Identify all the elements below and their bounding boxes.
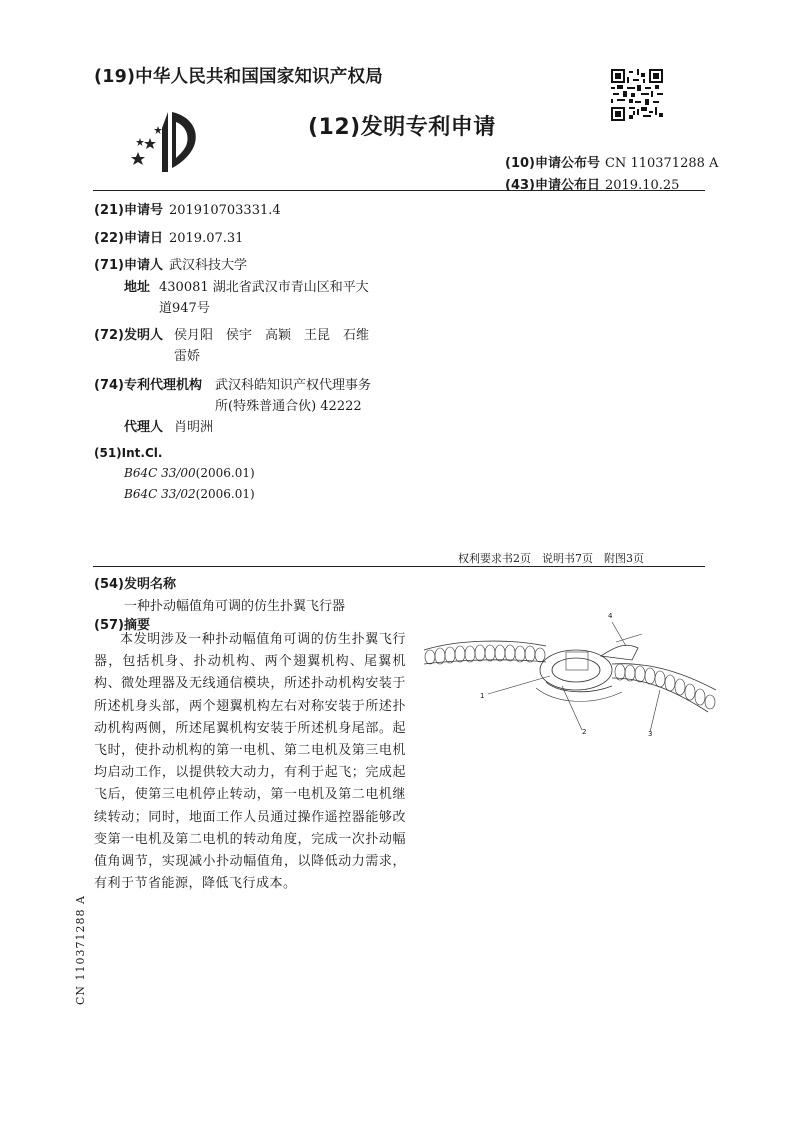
address-label: 地址 xyxy=(124,280,151,295)
address-line-2: 道947号 xyxy=(159,301,210,316)
application-date xyxy=(94,227,243,246)
ipc-code: B64C 33/00 xyxy=(124,466,196,480)
ipc-entry xyxy=(124,487,255,501)
publication-number-value: CN 110371288 A xyxy=(604,156,719,171)
publication-number-label: (10)申请公布号 xyxy=(505,156,600,171)
agent-label: 代理人 xyxy=(124,420,164,435)
application-number-value: 201910703331.4 xyxy=(168,203,281,218)
title-label: (54)发明名称 xyxy=(94,577,176,592)
page-counts: 权利要求书2页 说明书7页 附图3页 xyxy=(458,552,644,565)
inventors-line-1: 侯月阳 侯宇 高颖 王昆 石维 xyxy=(174,328,370,343)
application-number-label: (21)申请号 xyxy=(94,203,163,218)
ipc-code: B64C 33/02 xyxy=(124,487,196,501)
publication-number xyxy=(505,152,718,171)
ipc-entry xyxy=(124,466,255,480)
abstract-text: 本发明涉及一种扑动幅值角可调的仿生扑翼飞行器，包括机身、扑动机构、两个翅翼机构、尾翼机构、微处理器及无线通信模块，所述扑动机构安装于所述机身头部，两个翅翼机构左右对称安装于所述扑动机构两侧，所述尾翼机构安装于所述机身尾部。起飞时，使扑动机构的第一电机、第二电机及第三电机均启动工作，以提供较大动力，有利于起飞；完成起飞后，使第三电机停止转动，第一电机及第二电机继续转动；同时，地面工作人员通过操作遥控器能够改变第一电机及第二电机的转动角度，完成一次扑动幅值角调节，实现减小扑动幅值角，以降低动力需求，有利于节省能源，降低飞行成本。 xyxy=(94,632,406,892)
agency-line-1: 武汉科皓知识产权代理事务 xyxy=(215,378,372,393)
application-date-label: (22)申请日 xyxy=(94,231,163,246)
applicant xyxy=(94,254,247,273)
applicant-label: (71)申请人 xyxy=(94,258,163,273)
middle-divider xyxy=(93,566,705,567)
figure-label: 1 xyxy=(480,692,485,700)
figure-label: 3 xyxy=(648,730,653,738)
inventors-label: (72)发明人 xyxy=(94,328,163,343)
abstract-label: (57)摘要 xyxy=(94,618,150,633)
application-date-value: 2019.07.31 xyxy=(168,231,244,246)
application-number xyxy=(94,199,281,218)
publication-date-label: (43)申请公布日 xyxy=(505,178,600,193)
document-type: (12)发明专利申请 xyxy=(308,115,496,140)
agency-line-2: 所(特殊普通合伙) 42222 xyxy=(215,399,362,414)
invention-title: 一种扑动幅值角可调的仿生扑翼飞行器 xyxy=(124,599,346,614)
qr-code xyxy=(611,69,663,121)
flapping-wing-aircraft-drawing xyxy=(416,612,728,742)
publication-date-value: 2019.10.25 xyxy=(604,178,680,193)
header-divider xyxy=(93,190,705,191)
ipc-label: (51)Int.Cl. xyxy=(94,446,163,460)
agency-label: (74)专利代理机构 xyxy=(94,378,202,393)
applicant-value: 武汉科技大学 xyxy=(168,258,247,273)
agent-value: 肖明洲 xyxy=(174,420,214,435)
figure-label: 2 xyxy=(582,728,587,736)
office-name: (19)中华人民共和国国家知识产权局 xyxy=(94,67,383,87)
address-line-1: 430081 湖北省武汉市青山区和平大 xyxy=(159,280,369,295)
ipc-date: (2006.01) xyxy=(195,487,255,501)
inventors-line-2: 雷娇 xyxy=(174,349,201,364)
cnipa-logo xyxy=(128,108,208,174)
figure-label: 4 xyxy=(608,612,613,620)
side-publication-number: CN 110371288 A xyxy=(74,895,87,1005)
ipc-date: (2006.01) xyxy=(195,466,255,480)
